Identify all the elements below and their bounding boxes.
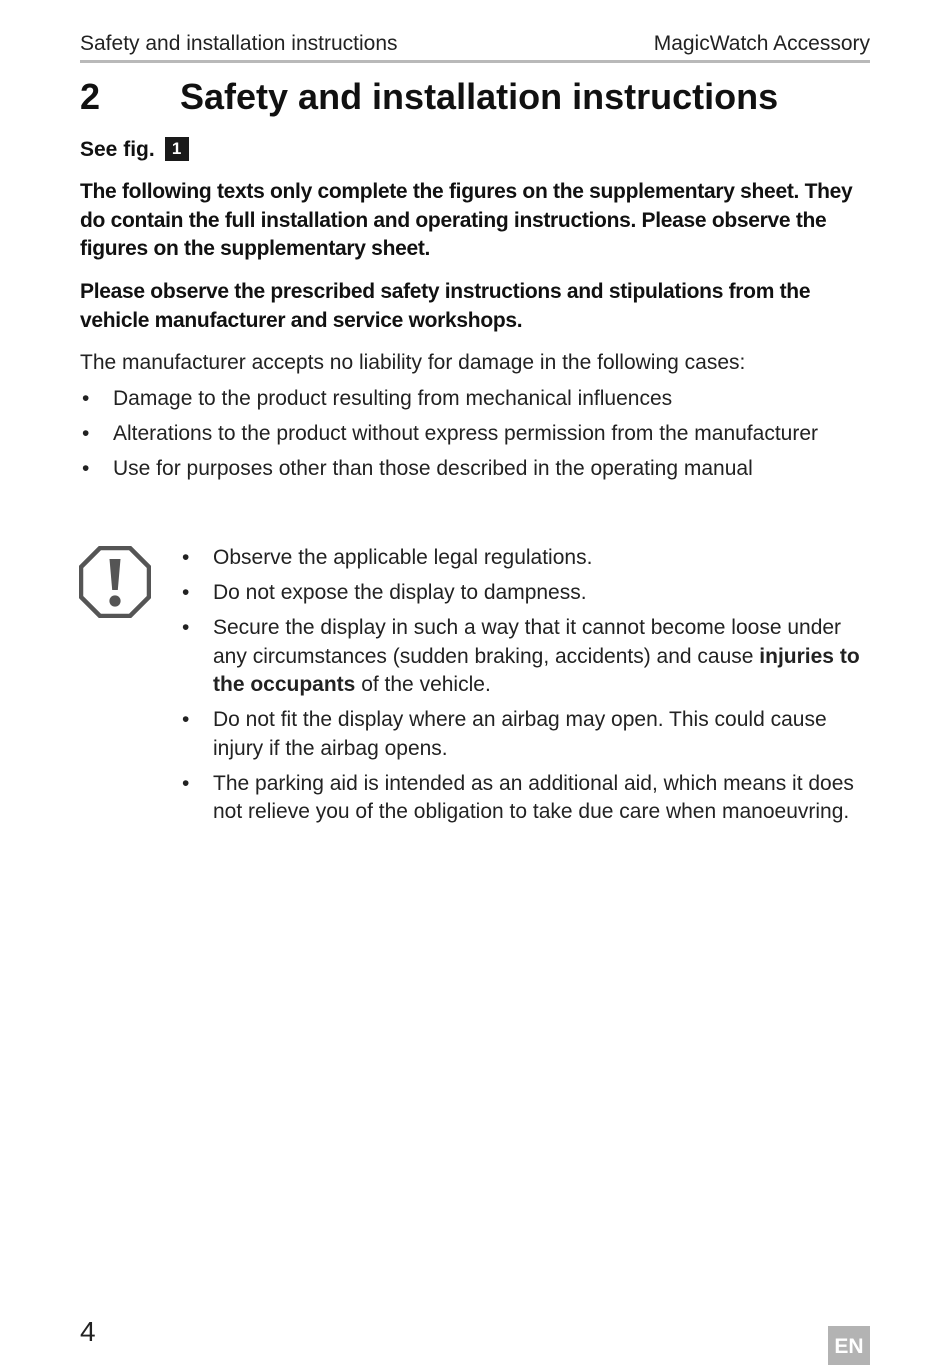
list-item: • Do not fit the display where an airbag may open. This could cause injury if the airbag opens. <box>182 708 827 760</box>
list-item: • Secure the display in such a way that it cannot become loose under any circumstances (sudden braking, accidents) and cause injuries to the occupants of the vehicle. <box>182 616 860 696</box>
liability-cases-list <box>80 385 880 490</box>
language-badge: EN <box>828 1326 870 1365</box>
warning-list <box>180 544 880 833</box>
header-section-title: Safety and installation instructions <box>80 32 398 55</box>
bullet-icon: • <box>82 422 90 445</box>
header-product-name: MagicWatch Accessory <box>653 32 870 55</box>
list-item: • Observe the applicable legal regulations. <box>180 544 880 573</box>
see-figure-label: See fig. <box>80 138 155 161</box>
exclamation-octagon-icon <box>79 546 151 618</box>
list-item: • Alterations to the product without express permission from the manufacturer <box>80 420 880 449</box>
intro-paragraph: The following texts only complete the figures on the supplementary sheet. They do contain the full installation and operating instructions. Please observe the figures on the supplementary sheet. <box>80 180 853 260</box>
running-header <box>80 30 870 63</box>
safety-paragraph: Please observe the prescribed safety instructions and stipulations from the vehicle manufacturer and service workshops. <box>80 280 811 332</box>
bullet-icon: • <box>182 546 190 569</box>
list-item: • Use for purposes other than those described in the operating manual <box>80 455 880 484</box>
bullet-icon: • <box>82 457 90 480</box>
bullet-icon: • <box>182 616 190 639</box>
see-figure-reference <box>80 137 189 162</box>
bullet-icon: • <box>182 708 190 731</box>
list-item: • The parking aid is intended as an additional aid, which means it does not relieve you of the obligation to take due care when manoeuvring. <box>182 771 854 823</box>
list-item: • Do not expose the display to dampness. <box>180 579 880 608</box>
figure-number-badge: 1 <box>165 137 189 161</box>
bullet-icon: • <box>182 581 190 604</box>
page-number: 4 <box>80 1316 96 1347</box>
chapter-title: Safety and installation instructions <box>180 76 779 117</box>
list-item: • Damage to the product resulting from mechanical influences <box>80 385 880 414</box>
emphasis-text: injuries to the occupants <box>213 644 860 696</box>
bullet-icon: • <box>182 771 190 795</box>
liability-paragraph: The manufacturer accepts no liability for damage in the following cases: <box>80 351 746 374</box>
chapter-number: 2 <box>80 76 101 117</box>
bullet-icon: • <box>82 387 90 410</box>
